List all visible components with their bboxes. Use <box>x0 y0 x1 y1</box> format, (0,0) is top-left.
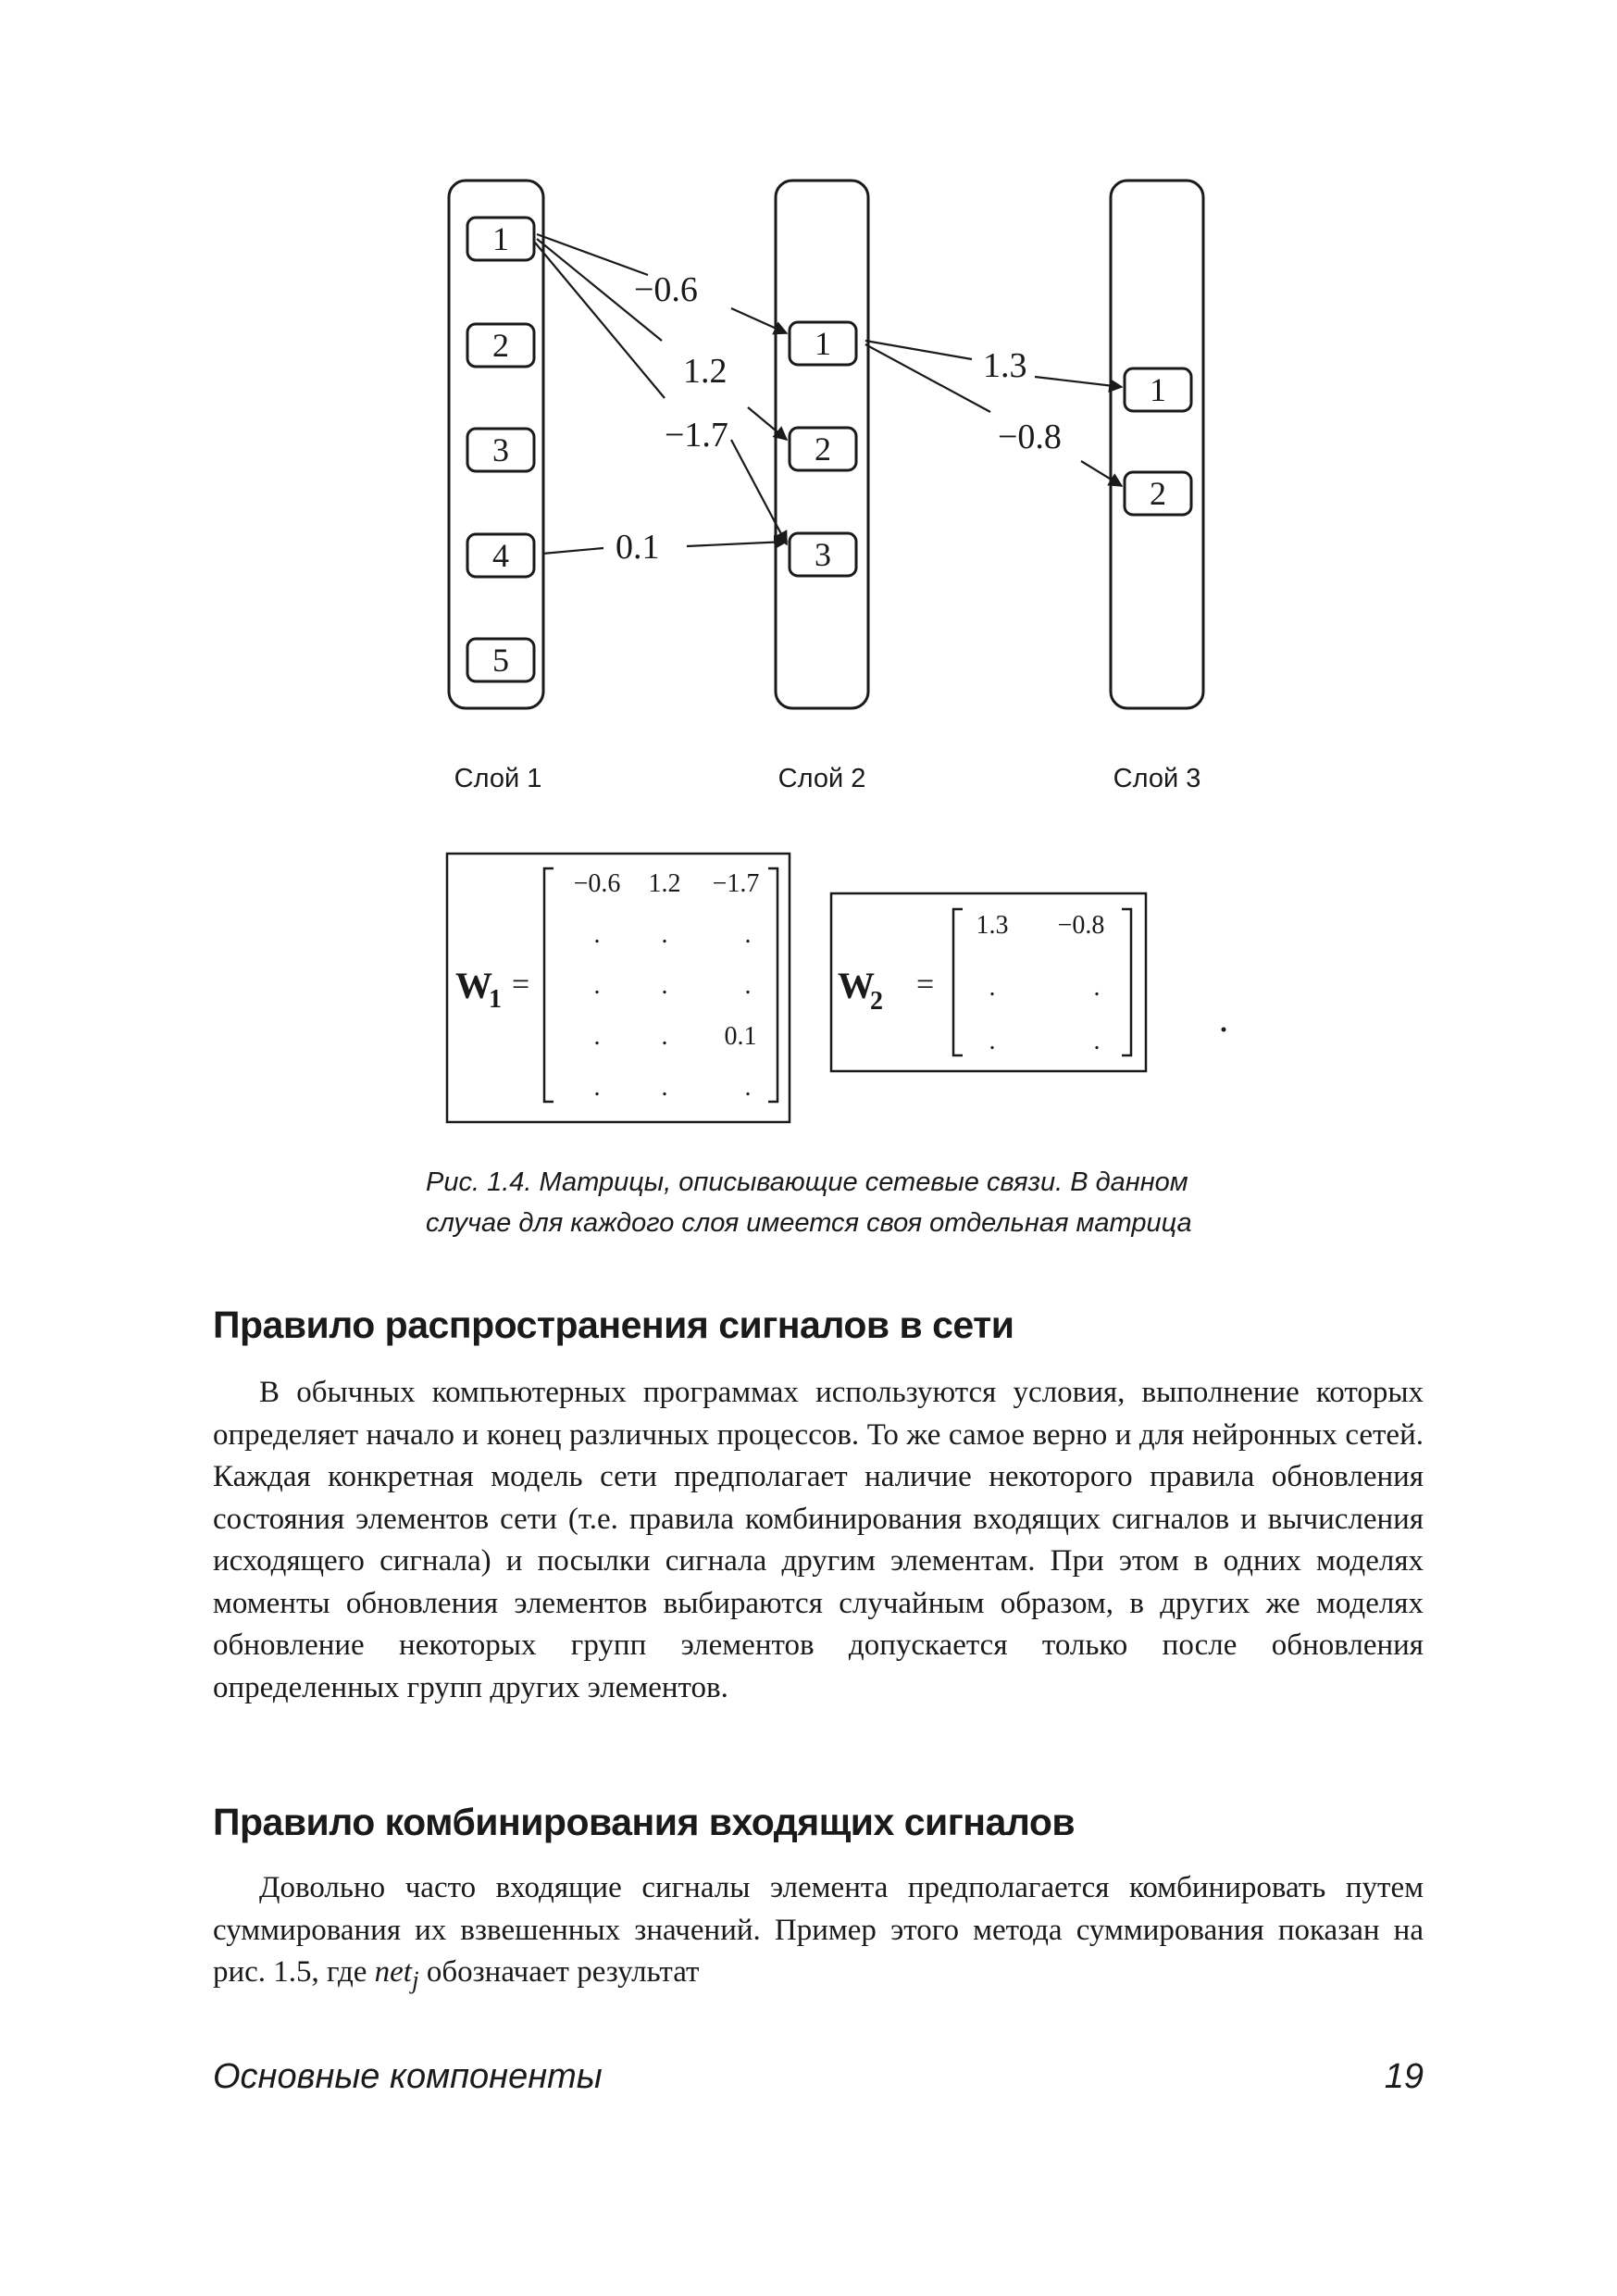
matrix-w2-equals: = <box>916 967 935 1002</box>
edge-l1n1-l2n2-arrow <box>748 407 787 440</box>
section-heading-input-combination: Правило комбинирования входящих сигналов <box>213 1801 1076 1843</box>
matrix-w2 <box>831 893 1146 1071</box>
weight-label: −1.7 <box>665 416 728 455</box>
edge-l1n4-l2n3-arrow <box>687 542 787 546</box>
stray-dot <box>1222 1028 1226 1032</box>
edge-l1n1-l2n1 <box>537 234 648 275</box>
net-variable: net <box>374 1955 412 1989</box>
layer-2-label: Слой 2 <box>777 764 866 793</box>
matrix-w1-cell: . <box>744 971 752 1000</box>
matrix-w1-subscript: 1 <box>489 985 502 1014</box>
paragraph-text-end: обозначает результат <box>418 1955 700 1989</box>
layer-3-node <box>1125 368 1191 411</box>
svg-text:2: 2 <box>815 430 831 468</box>
edge-l1n4-l2n3 <box>542 548 603 554</box>
edge-l1n1-l2n3-arrow <box>731 440 787 544</box>
weight-label: 0.1 <box>616 528 660 567</box>
matrix-w2-cell: . <box>1093 973 1101 1002</box>
edge-l2n1-l3n2 <box>865 344 990 412</box>
matrix-w2-subscript: 2 <box>870 987 883 1016</box>
weight-label: −0.6 <box>634 270 698 309</box>
edge-l2n1-l3n1-arrow <box>1035 377 1122 387</box>
svg-text:1: 1 <box>815 325 831 362</box>
layer-3-label: Слой 3 <box>1113 764 1201 793</box>
matrix-w2-cell: . <box>1093 1027 1101 1055</box>
layer-1-node <box>467 534 534 577</box>
svg-text:5: 5 <box>492 642 509 679</box>
edge-l1n1-l2n3 <box>535 243 665 398</box>
matrix-w1-cell: . <box>593 1022 601 1051</box>
matrix-w2-cell: . <box>989 973 996 1002</box>
figure-caption-line-2: случае для каждого слоя имеется своя отдельная матрица <box>426 1208 1192 1238</box>
matrix-w1-bracket-left <box>544 868 554 1102</box>
figure-caption <box>426 1162 1259 1243</box>
matrix-w1-cell: −0.6 <box>573 869 621 898</box>
layer-2-node <box>790 322 856 365</box>
paragraph-input-combination <box>213 1867 1424 2001</box>
svg-text:3: 3 <box>815 536 831 573</box>
layer-2-node <box>790 428 856 470</box>
edge-l1n1-l2n1-arrow <box>731 308 787 333</box>
matrix-w1-cell: 1.2 <box>648 869 681 898</box>
matrix-w1-cell: . <box>661 1022 668 1051</box>
layer-3-node <box>1125 472 1191 515</box>
svg-text:2: 2 <box>1150 475 1166 512</box>
weight-label: 1.3 <box>983 346 1027 385</box>
matrix-w1-cell: . <box>744 920 752 949</box>
svg-text:3: 3 <box>492 431 509 468</box>
net-subscript: j <box>411 1965 419 1994</box>
matrix-w1-cell: . <box>661 1073 668 1102</box>
matrix-w1-cell: . <box>661 971 668 1000</box>
section-heading-signal-propagation: Правило распространения сигналов в сети <box>213 1304 1014 1346</box>
svg-text:2: 2 <box>492 327 509 364</box>
matrix-w2-cell: . <box>989 1027 996 1055</box>
edge-l2n1-l3n1 <box>865 341 972 359</box>
paragraph-signal-propagation: В обычных компьютерных программах используются условия, выполнение которых определяет начало и конец различных процессов. То же самое верно и для нейронных сетей. Каждая конкретная модель сети предполагает наличие некоторого правила обновления состояния элементов сети (т.е. правила комбинирования входящих сигналов и вычисления исходящего сигнала) и посылки сигнала другим элементам. При этом в одних моделях моменты обновления элементов выбираются случайным образом, в других же моделях обновление некоторых групп элементов допускается только после обновления определенных групп других элементов. <box>213 1376 1424 1704</box>
matrix-w2-name: W <box>838 965 875 1006</box>
paragraph-text-start: Довольно часто входящие сигналы элемента предполагается комбинировать путем суммирования их взвешенных значений. Пример этого метода суммирования показан на рис. 1.5, где <box>213 1871 1424 1989</box>
page-number: 19 <box>1384 2057 1424 2096</box>
matrix-w1-cell: −1.7 <box>712 869 760 898</box>
matrix-w1-cell: . <box>593 1073 601 1102</box>
layer-1-node <box>467 218 534 260</box>
weight-label: 1.2 <box>683 352 728 391</box>
weight-label: −0.8 <box>998 418 1062 456</box>
figure-caption-line-1: Рис. 1.4. Матрицы, описывающие сетевые связи. В данном <box>426 1167 1188 1197</box>
layer-1-label: Слой 1 <box>454 764 542 793</box>
svg-text:1: 1 <box>492 220 509 257</box>
layer-1-node <box>467 429 534 471</box>
matrix-w2-cell: −0.8 <box>1057 911 1105 940</box>
layer-2-node <box>790 533 856 576</box>
matrix-w1-equals: = <box>512 967 530 1002</box>
matrix-w1-cell: 0.1 <box>724 1022 757 1051</box>
svg-text:4: 4 <box>492 537 509 574</box>
layer-1-node <box>467 639 534 681</box>
matrix-w1-cell: . <box>744 1073 752 1102</box>
layer-3-box <box>1111 181 1203 708</box>
svg-text:1: 1 <box>1150 371 1166 408</box>
matrix-w2-cell: 1.3 <box>976 911 1009 940</box>
matrix-w1-name: W <box>455 965 492 1006</box>
footer-section-title: Основные компоненты <box>213 2057 603 2096</box>
layer-1-node <box>467 324 534 367</box>
matrix-w1-bracket-right <box>768 868 777 1102</box>
matrix-w2-bracket-right <box>1122 909 1131 1055</box>
matrix-w2-bracket-left <box>953 909 963 1055</box>
matrix-w1 <box>447 854 790 1122</box>
edge-l2n1-l3n2-arrow <box>1081 461 1122 486</box>
matrix-w1-cell: . <box>593 920 601 949</box>
matrix-w1-cell: . <box>593 971 601 1000</box>
matrix-w1-cell: . <box>661 920 668 949</box>
